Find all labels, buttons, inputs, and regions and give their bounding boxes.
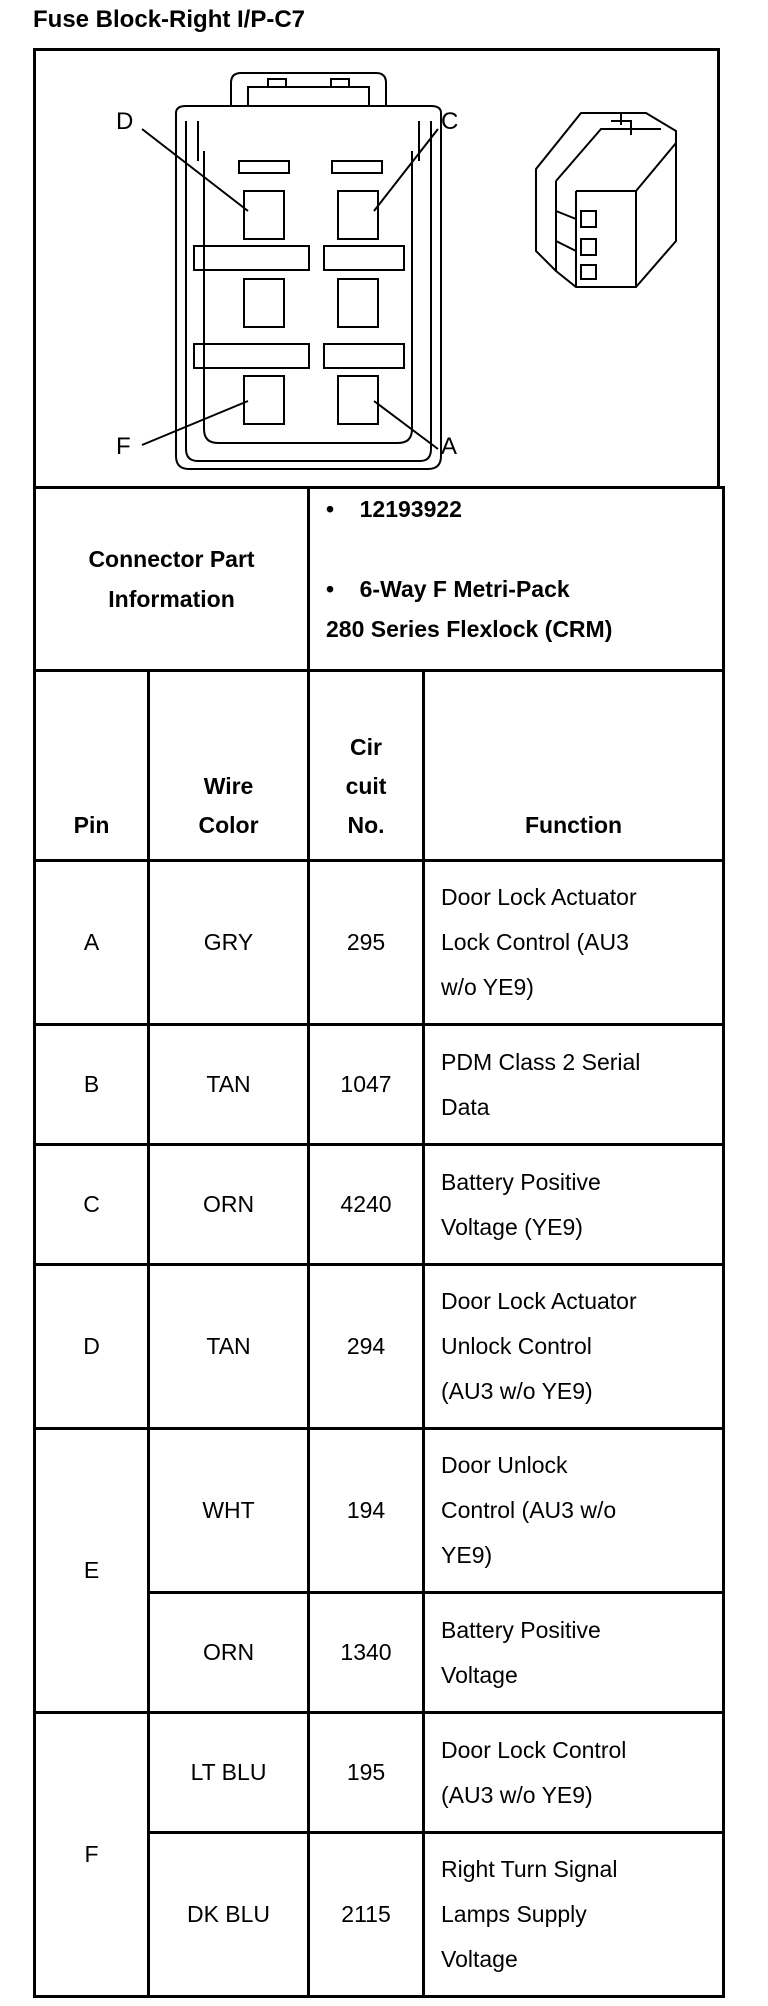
wire-color-cell: ORN — [149, 1593, 309, 1713]
table-row — [35, 1429, 724, 1593]
wire-color-cell: ORN — [149, 1145, 309, 1265]
wire-color-cell: TAN — [149, 1265, 309, 1429]
page-title: Fuse Block-Right I/P-C7 — [33, 6, 306, 33]
part-info-values: • 12193922 • 6-Way F Metri-Pack 280 Series Flexlock (CRM) — [309, 488, 724, 671]
circuit-cell: 2115 — [309, 1833, 424, 1997]
table-row — [35, 861, 724, 1025]
function-cell: Door Lock Actuator Unlock Control (AU3 w/o YE9) — [424, 1265, 724, 1429]
table-row — [35, 1713, 724, 1833]
connector-description: 6-Way F Metri-Pack — [359, 576, 570, 602]
part-number: 12193922 — [359, 496, 462, 522]
function-cell: Door Lock Actuator Lock Control (AU3 w/o YE9) — [424, 861, 724, 1025]
wire-color-cell: TAN — [149, 1025, 309, 1145]
connector-series: 280 Series Flexlock (CRM) — [326, 616, 613, 642]
pin-label-d: D — [116, 108, 134, 135]
part-info-row — [35, 488, 724, 671]
pin-label-c: C — [441, 108, 459, 135]
pin-cell: A — [35, 861, 149, 1025]
table-row — [35, 1265, 724, 1429]
function-cell: Right Turn Signal Lamps Supply Voltage — [424, 1833, 724, 1997]
pin-cell: F — [35, 1713, 149, 1997]
header-pin: Pin — [35, 671, 149, 861]
pin-label-f: F — [116, 433, 131, 460]
pin-out-table — [33, 486, 725, 1998]
circuit-cell: 195 — [309, 1713, 424, 1833]
header-wire-color: Wire Color — [149, 671, 309, 861]
circuit-cell: 194 — [309, 1429, 424, 1593]
pin-cell: D — [35, 1265, 149, 1429]
circuit-cell: 1340 — [309, 1593, 424, 1713]
function-cell: Battery Positive Voltage — [424, 1593, 724, 1713]
table-row — [35, 1145, 724, 1265]
connector-diagram-panel — [33, 48, 720, 486]
wire-color-cell: WHT — [149, 1429, 309, 1593]
wire-color-cell: DK BLU — [149, 1833, 309, 1997]
header-function: Function — [424, 671, 724, 861]
header-row — [35, 671, 724, 861]
connector-face-diagram — [36, 51, 720, 487]
table-row — [35, 1025, 724, 1145]
part-info-label: Connector Part Information — [35, 488, 309, 671]
pin-cell: C — [35, 1145, 149, 1265]
circuit-cell: 1047 — [309, 1025, 424, 1145]
pin-cell: E — [35, 1429, 149, 1713]
wire-color-cell: LT BLU — [149, 1713, 309, 1833]
pin-cell: B — [35, 1025, 149, 1145]
function-cell: PDM Class 2 Serial Data — [424, 1025, 724, 1145]
function-cell: Battery Positive Voltage (YE9) — [424, 1145, 724, 1265]
circuit-cell: 294 — [309, 1265, 424, 1429]
pin-label-a: A — [441, 433, 458, 460]
wire-color-cell: GRY — [149, 861, 309, 1025]
function-cell: Door Unlock Control (AU3 w/o YE9) — [424, 1429, 724, 1593]
header-circuit-no: Cir cuit No. — [309, 671, 424, 861]
circuit-cell: 4240 — [309, 1145, 424, 1265]
circuit-cell: 295 — [309, 861, 424, 1025]
function-cell: Door Lock Control (AU3 w/o YE9) — [424, 1713, 724, 1833]
